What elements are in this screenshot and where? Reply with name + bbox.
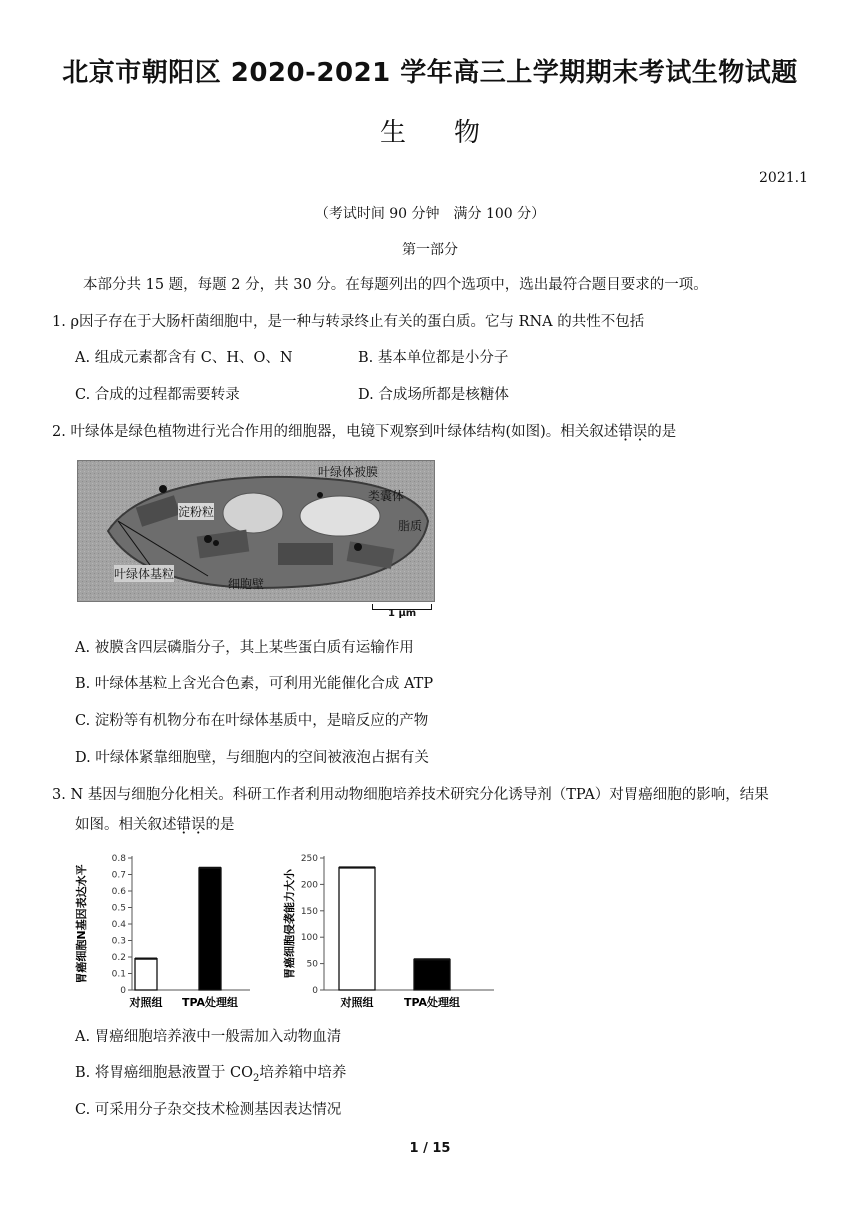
label-thylakoid: 类囊体 — [368, 489, 405, 503]
q2-option-d: D. 叶绿体紧靠细胞壁，与细胞内的空间被液泡占据有关 — [75, 750, 429, 766]
q1-option-c: C. 合成的过程都需要转录 — [75, 387, 240, 403]
y-tick-label: 0 — [120, 986, 126, 996]
bar — [199, 868, 221, 990]
label-stroma: 脂质 — [398, 519, 423, 533]
x-tick-label: 对照组 — [340, 996, 374, 1009]
y-axis-label: 胃癌细胞侵袭能力大小 — [283, 869, 296, 979]
label-cell-wall: 细胞壁 — [228, 577, 265, 591]
y-tick-label: 0.5 — [111, 903, 126, 914]
q1-stem: 1. ρ因子存在于大肠杆菌细胞中，是一种与转录终止有关的蛋白质。它与 RNA 的共性不包括 — [52, 314, 645, 330]
page-title: 北京市朝阳区 2020-2021 学年高三上学期期末考试生物试题 — [62, 58, 798, 88]
q3-option-c: C. 可采用分子杂交技术检测基因表达情况 — [75, 1102, 342, 1118]
y-tick-label: 0.2 — [111, 953, 126, 963]
q3-stem-line2: 如图。相关叙述错误的是 — [75, 817, 235, 833]
x-tick-label: 对照组 — [129, 996, 163, 1009]
instructions: 本部分共 15 题，每题 2 分，共 30 分。在每题列出的四个选项中，选出最符合题目要求的一项。 — [83, 277, 708, 293]
y-tick-label: 50 — [306, 959, 318, 970]
label-envelope: 叶绿体被膜 — [318, 465, 379, 479]
y-tick-label: 100 — [300, 933, 318, 944]
q1-option-d: D. 合成场所都是核糖体 — [358, 387, 509, 403]
y-tick-label: 0 — [312, 986, 318, 996]
y-axis-label: 胃癌细胞N基因表达水平 — [75, 864, 88, 984]
q3-option-a: A. 胃癌细胞培养液中一般需加入动物血清 — [75, 1029, 342, 1045]
q3-option-b: B. 将胃癌细胞悬液置于 $CO_2$培养箱中培养 — [75, 1065, 347, 1084]
q2-option-c: C. 淀粉等有机物分布在叶绿体基质中，是暗反应的产物 — [75, 713, 429, 729]
subject-heading: 生 物 — [379, 118, 481, 148]
label-starch: 淀粉粒 — [178, 505, 215, 519]
page-number: 1 / 15 — [409, 1141, 451, 1156]
scale-label: 1 μm — [388, 608, 417, 619]
chloroplast-micrograph — [77, 460, 435, 602]
q2-option-a: A. 被膜含四层磷脂分子，其上某些蛋白质有运输作用 — [75, 640, 414, 656]
section-heading: 第一部分 — [402, 242, 458, 258]
y-tick-label: 0.6 — [111, 887, 126, 897]
y-tick-label: 0.3 — [111, 936, 126, 947]
y-tick-label: 0.8 — [111, 854, 126, 864]
chart-invasion-ability — [278, 848, 498, 1018]
y-tick-label: 200 — [300, 880, 318, 891]
chart-n-gene-expression — [70, 848, 270, 1018]
q2-option-b: B. 叶绿体基粒上含光合色素，可利用光能催化合成 ATP — [75, 676, 434, 692]
exam-date: 2021.1 — [759, 170, 808, 186]
q1-option-a: A. 组成元素都含有 C、H、O、N — [75, 350, 293, 366]
y-tick-label: 0.7 — [111, 870, 126, 881]
bar — [414, 959, 450, 990]
bar — [135, 959, 157, 990]
label-grana: 叶绿体基粒 — [114, 567, 175, 581]
q1-option-b: B. 基本单位都是小分子 — [358, 350, 509, 366]
q2-stem: 2. 叶绿体是绿色植物进行光合作用的细胞器，电镜下观察到叶绿体结构(如图)。相关叙述错误的是 — [52, 424, 677, 440]
y-tick-label: 250 — [300, 854, 318, 864]
x-tick-label: TPA处理组 — [403, 996, 461, 1009]
x-tick-label: TPA处理组 — [181, 996, 239, 1009]
y-tick-label: 0.4 — [111, 920, 126, 930]
y-tick-label: 0.1 — [111, 969, 126, 980]
exam-info: （考试时间 90 分钟 满分 100 分） — [314, 206, 546, 222]
bar — [339, 868, 375, 990]
y-tick-label: 150 — [300, 906, 318, 917]
q3-stem-line1: 3. N 基因与细胞分化相关。科研工作者利用动物细胞培养技术研究分化诱导剂（TPA）对胃癌细胞的影响，结果 — [52, 787, 769, 803]
